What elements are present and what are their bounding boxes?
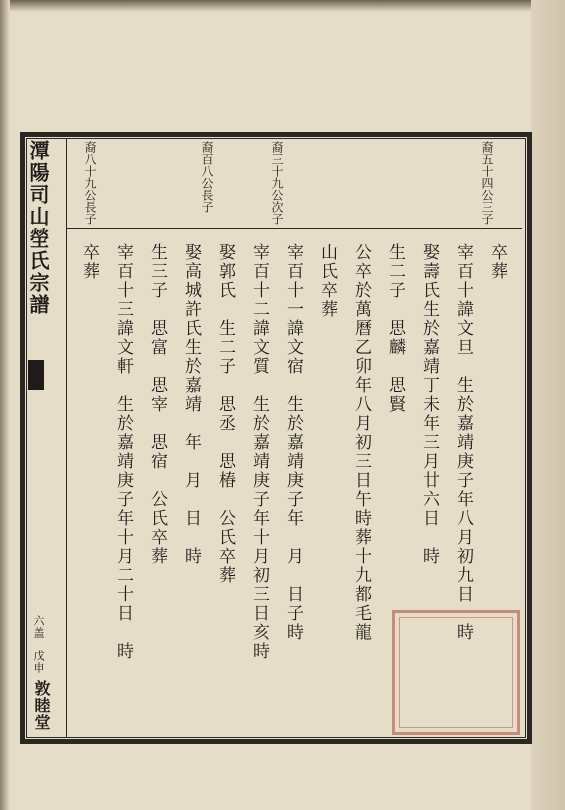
text-column-13: 卒葬: [79, 243, 99, 281]
text-column-5: 公卒於萬曆乙卯年八月初三日午時葬十九都毛龍: [351, 243, 371, 642]
gen-header-3: 裔八十九公長子: [83, 141, 97, 225]
text-column-8: 宰百十二諱文質 生於嘉靖庚子年十月初三日亥時: [249, 243, 269, 661]
generation-divider: [66, 228, 522, 229]
title-divider: [66, 139, 67, 737]
footer-small-note: 六盖: [32, 615, 45, 639]
text-column-7: 宰百十一諱文宿 生於嘉靖庚子年 月 日子時: [283, 243, 303, 642]
footer-date-note: 戊申: [32, 650, 45, 674]
text-column-1: 卒葬: [487, 243, 507, 281]
gen-header-2: 裔三十九公次子: [270, 141, 284, 225]
gen-header-1: 裔五十四公三子: [480, 141, 494, 225]
genealogy-title: 潭陽司山塋氏宗譜: [26, 140, 50, 316]
page-fold-strip: [531, 0, 565, 810]
text-column-10: 娶高城許氏生於嘉靖 年 月 日 時: [181, 243, 201, 566]
text-column-9: 娶郭氏 生二子 思丞 思椿 公氏卒葬: [215, 243, 235, 585]
text-column-4: 生二子 思麟 思賢: [385, 243, 405, 414]
text-column-11: 生三子 思富 思宰 思宿 公氏卒葬: [147, 243, 167, 566]
page-edge-top: [0, 0, 565, 12]
text-column-12: 宰百十三諱文軒 生於嘉靖庚子年十月二十日 時: [113, 243, 133, 661]
text-column-6: 山氏卒葬: [317, 243, 337, 319]
page-edge-left: [0, 0, 10, 810]
gen-header-4: 裔百八公長子: [200, 141, 214, 213]
text-column-3: 娶壽氏生於嘉靖丁未年三月廿六日 時: [419, 243, 439, 566]
red-seal-stamp: [392, 610, 520, 735]
text-column-2: 宰百十諱文旦 生於嘉靖庚子年八月初九日 時: [453, 243, 473, 642]
tab-marker: [28, 360, 44, 390]
footer-hall-name: 敦睦堂: [32, 680, 51, 731]
